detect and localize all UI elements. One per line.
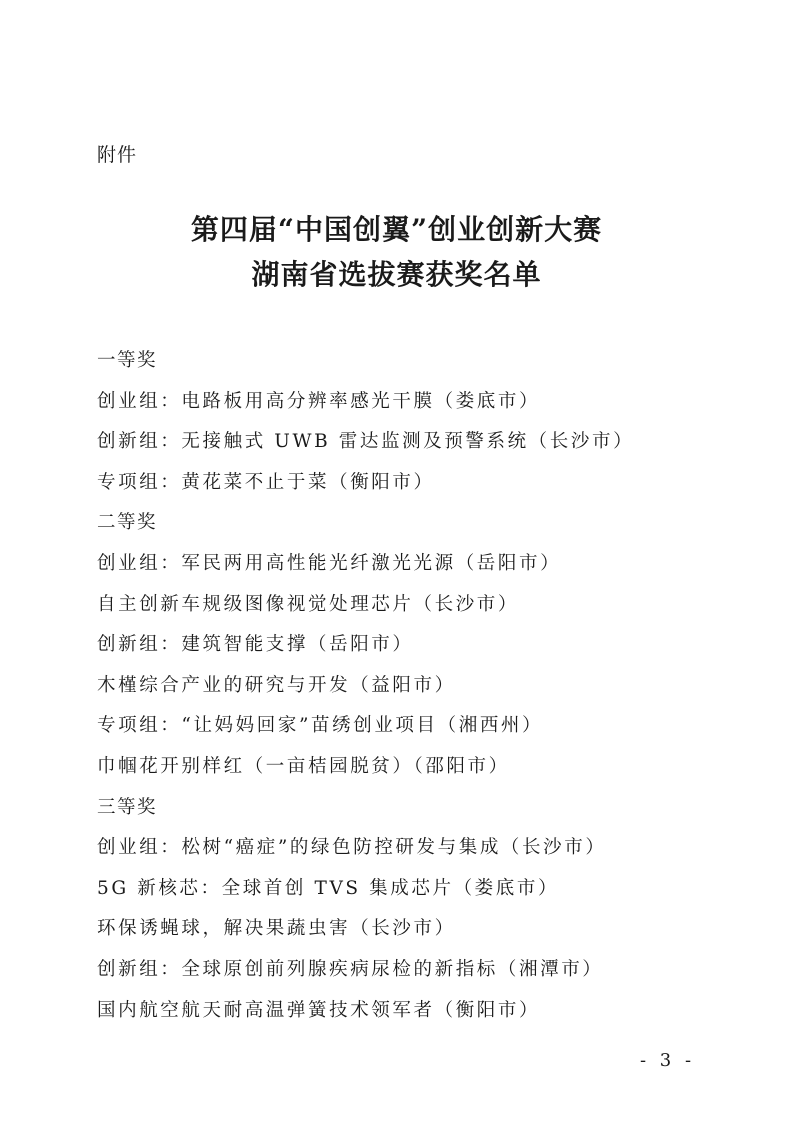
award-list: [97, 341, 737, 1031]
award-entry: 国内航空航天耐高温弹簧技术领军者（衡阳市）: [97, 999, 541, 1021]
award-entry: 创业组：电路板用高分辨率感光干膜（娄底市）: [97, 390, 541, 412]
award-entry: 创新组：建筑智能支撑（岳阳市）: [97, 634, 414, 656]
award-heading-second-prize: 二等奖: [97, 512, 158, 534]
award-entry: 自主创新车规级图像视觉处理芯片（长沙市）: [97, 593, 520, 615]
award-entry: 创业组：军民两用高性能光纤激光光源（岳阳市）: [97, 552, 562, 574]
award-entry: 巾帼花开别样红（一亩桔园脱贫）（邵阳市）: [97, 755, 510, 777]
page-number: - 3 -: [640, 1050, 696, 1071]
award-heading-third-prize: 三等奖: [97, 796, 158, 818]
award-entry: 5G 新核芯：全球首创 TVS 集成芯片（娄底市）: [97, 877, 560, 899]
document-title-line-1: 第四届“中国创翼”创业创新大赛: [190, 213, 603, 246]
award-entry: 专项组：“让妈妈回家”苗绣创业项目（湘西州）: [97, 715, 544, 737]
award-entry: 创新组：无接触式 UWB 雷达监测及预警系统（长沙市）: [97, 431, 635, 453]
attachment-label: 附件: [97, 144, 138, 166]
document-title-line-2: 湖南省选拔赛获奖名单: [251, 258, 542, 291]
award-entry: 创业组：松树“癌症”的绿色防控研发与集成（长沙市）: [97, 837, 607, 859]
award-heading-first-prize: 一等奖: [97, 350, 158, 371]
award-entry: 创新组：全球原创前列腺疾病尿检的新指标（湘潭市）: [97, 958, 604, 980]
award-entry: 专项组：黄花菜不止于菜（衡阳市）: [97, 471, 435, 493]
award-entry: 木槿综合产业的研究与开发（益阳市）: [97, 674, 456, 696]
award-entry: 环保诱蝇球，解决果蔬虫害（长沙市）: [97, 918, 456, 940]
